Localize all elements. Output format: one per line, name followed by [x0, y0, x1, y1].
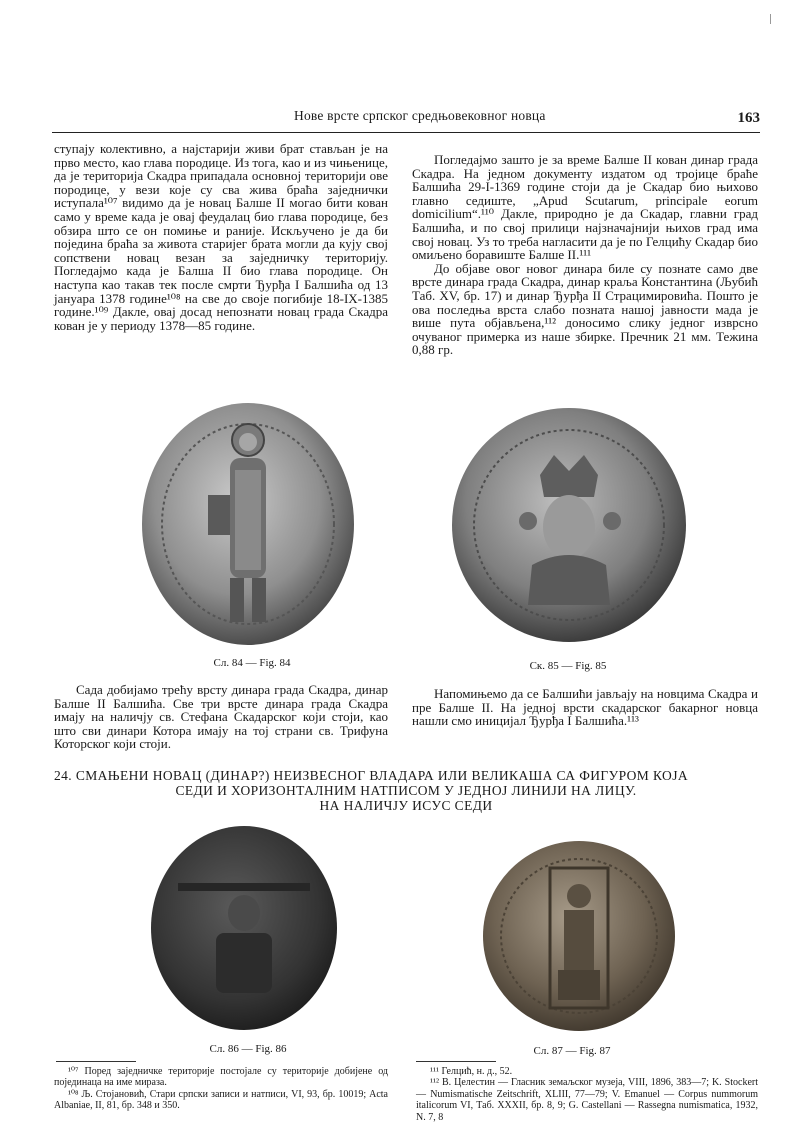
paragraph: Напомињемо да се Балшићи јављају на новцима Скадра и пре Балше II. На једној врсти скадарског бакарног новца нашли смо иницијал Ђурђа I Балшића.¹¹³	[412, 686, 758, 729]
section-heading-line: 24. СМАЊЕНИ НОВАЦ (ДИНАР?) НЕИЗВЕСНОГ ВЛАДАРА ИЛИ ВЕЛИКАША СА ФИГУРОМ КОЈА	[54, 768, 689, 783]
right-column-middle	[412, 687, 758, 728]
footnote: ¹¹² В. Целестин — Гласник земаљског музеја, VIII, 1896, 383—7; K. Stockert — Numismatische Zeitschrift, XLIII, 77—79; V. Emanuel — Corpus nummorum italicorum VI, Таб. XXXII, бр. 8, 9; G. Castellani — Rassegna numismatica, 1932, N. 7, 8	[416, 1077, 758, 1123]
left-column-top	[54, 142, 388, 332]
footnotes-right	[416, 1066, 758, 1123]
figure-caption-86: Сл. 86 — Fig. 86	[209, 1043, 287, 1055]
paragraph: ступају колективно, а најстарији живи брат стављан је на прво место, као глава породице. Из тога, као и из чињенице, да је територија Скадра припадала основној територији ове породице, у вези које су сва жива браћа заједнички иступала¹⁰⁷ видимо да је новац Балше II могао бити кован само у време када је овај феудалац био глава породице, без обзира што се он помиње и раније. Искључено је да би поједина браћа за живота старијег брата могли да кују свој сопствени новац везан за заједничку територију. Погледајмо када је Балша II био глава породице. Он наступа као такав тек после смрти Ђурђа I Балшића од 13 јануара 1378 године¹⁰⁸ на све до своје погибије 18-IX-1385 године.¹⁰⁹ Дакле, овај досад непознати новац града Скадра кован је у периоду 1378—85 године.	[54, 141, 388, 333]
coin-image-fig-86	[148, 823, 340, 1033]
right-column-top	[412, 153, 758, 357]
figure-caption-85: Ск. 85 — Fig. 85	[529, 660, 607, 672]
coin-image-fig-84	[138, 400, 358, 648]
coin-image-fig-87	[480, 838, 678, 1034]
coin-image-fig-85	[448, 405, 690, 645]
section-heading-line: СЕДИ И ХОРИЗОНТАЛНИМ НАТПИСОМ У ЈЕДНОЈ ЛИНИЈИ НА ЛИЦУ.	[175, 783, 637, 798]
footnote: ¹⁰⁷ Поред заједничке територије постојале су територије добијене од појединаца на име мираза.	[54, 1066, 388, 1089]
figure-caption-87: Сл. 87 — Fig. 87	[533, 1045, 611, 1057]
section-heading	[54, 768, 758, 813]
footnote-rule	[56, 1061, 136, 1062]
figure-caption-84: Сл. 84 — Fig. 84	[213, 657, 291, 669]
paragraph: До објаве овог новог динара биле су познате само две врсте динара града Скадра, динар краља Константина (Љубић Таб. XV, бр. 17) и динар Ђурђа II Страцимировића. Пошто је ова последња врста слабо позната нашој јавности мада је више пута објављена,¹¹² доносимо слику једног изврсно очуваног примерка из наше збирке. Пречник 21 мм. Тежина 0,88 гр.	[412, 260, 758, 358]
scan-edge-mark	[770, 14, 771, 24]
left-column-middle	[54, 683, 388, 751]
paragraph: Сада добијамо трећу врсту динара града Скадра, динар Балше II Балшића. Све три врсте динара града Скадра имају на наличју св. Стефана Скадарског који стоји, као што сви динари Котора имају на тој страни св. Трифуна Которског који стоји.	[54, 682, 388, 752]
page-number: 163	[737, 110, 760, 126]
footnote: ¹¹¹ Гелцић, н. д., 52.	[430, 1066, 513, 1077]
footnotes-left	[54, 1066, 388, 1112]
paragraph: Погледајмо зашто је за време Балше II кован динар града Скадра. На једном документу издатом од тројице браће Балшића 29-I-1369 године стоји да је Скадар био њихово главно седиште, „Apud Scutarum, principale eorum domicilium“.¹¹⁰ Дакле, природно је да Скадар, главни град Балшића, и по свој прилици најзначајнији њихов град има свој новац. Уз то треба нагласити да је по Гелцићу Скадар био омиљено боравиште Балше II.¹¹¹	[412, 152, 758, 263]
running-title: Нове врсте српског средњовековног новца	[294, 108, 546, 123]
page-header	[52, 106, 760, 133]
footnote: ¹⁰⁸ Љ. Стојановић, Стари српски записи и натписи, VI, 93, бр. 10019; Acta Albaniae, II, 81, бр. 348 и 350.	[54, 1088, 388, 1112]
footnote-rule	[416, 1061, 496, 1062]
section-heading-line: НА НАЛИЧЈУ ИСУС СЕДИ	[319, 798, 493, 813]
